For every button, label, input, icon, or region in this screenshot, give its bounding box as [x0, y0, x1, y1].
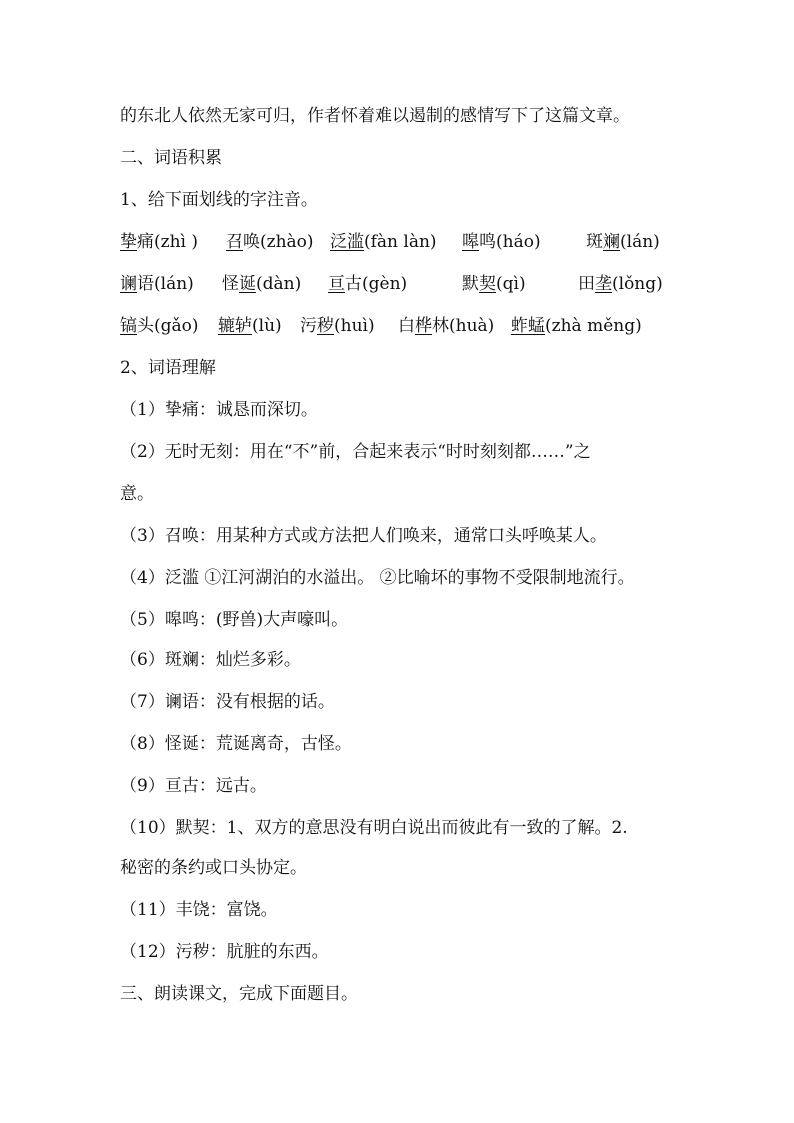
definition-9: （9）亘古：远古。	[120, 776, 267, 796]
pinyin-term: 谰语(lán)	[120, 274, 194, 294]
pinyin-term: 默契(qì)	[462, 274, 526, 294]
definition-11: （11）丰饶：富饶。	[120, 900, 278, 920]
section-heading-3: 三、朗读课文，完成下面题目。	[120, 984, 358, 1004]
definition-7: （7）谰语：没有根据的话。	[120, 692, 335, 712]
definition-2-continued: 意。	[120, 484, 154, 504]
pinyin-term: 辘轳(lù)	[218, 316, 282, 336]
pinyin-term: 镐头(gǎo)	[120, 316, 199, 336]
definition-3: （3）召唤：用某种方式或方法把人们唤来，通常口头呼唤某人。	[120, 526, 607, 546]
question-2-heading: 2、词语理解	[120, 358, 216, 378]
pinyin-term: 斑斓(lán)	[586, 232, 660, 252]
definition-2: （2）无时无刻：用在“不”前，合起来表示“时时刻刻都……”之	[120, 442, 591, 462]
pinyin-row-1	[0, 230, 794, 254]
paragraph-continuation: 的东北人依然无家可归，作者怀着难以遏制的感情写下了这篇文章。	[120, 106, 630, 126]
definition-1: （1）挚痛：诚恳而深切。	[120, 400, 318, 420]
definition-4: （4）泛滥 ①江河湖泊的水溢出。 ②比喻坏的事物不受限制地流行。	[120, 568, 635, 588]
pinyin-term: 召唤(zhào)	[226, 232, 314, 252]
pinyin-term: 怪诞(dàn)	[222, 274, 302, 294]
section-heading-2: 二、词语积累	[120, 148, 222, 168]
definition-8: （8）怪诞：荒诞离奇，古怪。	[120, 734, 352, 754]
pinyin-term: 亘古(gèn)	[328, 274, 408, 294]
pinyin-term: 白桦林(huà)	[398, 316, 495, 336]
pinyin-term: 嗥鸣(háo)	[462, 232, 541, 252]
definition-10: （10）默契：1、双方的意思没有明白说出而彼此有一致的了解。2.	[120, 818, 628, 838]
definition-6: （6）斑斓：灿烂多彩。	[120, 650, 301, 670]
pinyin-term: 蚱蜢(zhà měng)	[511, 316, 642, 336]
pinyin-term: 田垄(lǒng)	[578, 274, 663, 294]
pinyin-row-2	[0, 272, 794, 296]
pinyin-term: 挚痛(zhì )	[120, 232, 199, 252]
definition-10-continued: 秘密的条约或口头协定。	[120, 858, 307, 878]
question-1-heading: 1、给下面划线的字注音。	[120, 190, 318, 210]
pinyin-term: 泛滥(fàn làn)	[330, 232, 437, 252]
definition-12: （12）污秽：肮脏的东西。	[120, 942, 329, 962]
definition-5: （5）嗥鸣：(野兽)大声嚎叫。	[120, 610, 349, 630]
pinyin-row-3	[0, 314, 794, 338]
pinyin-term: 污秽(huì)	[300, 316, 375, 336]
